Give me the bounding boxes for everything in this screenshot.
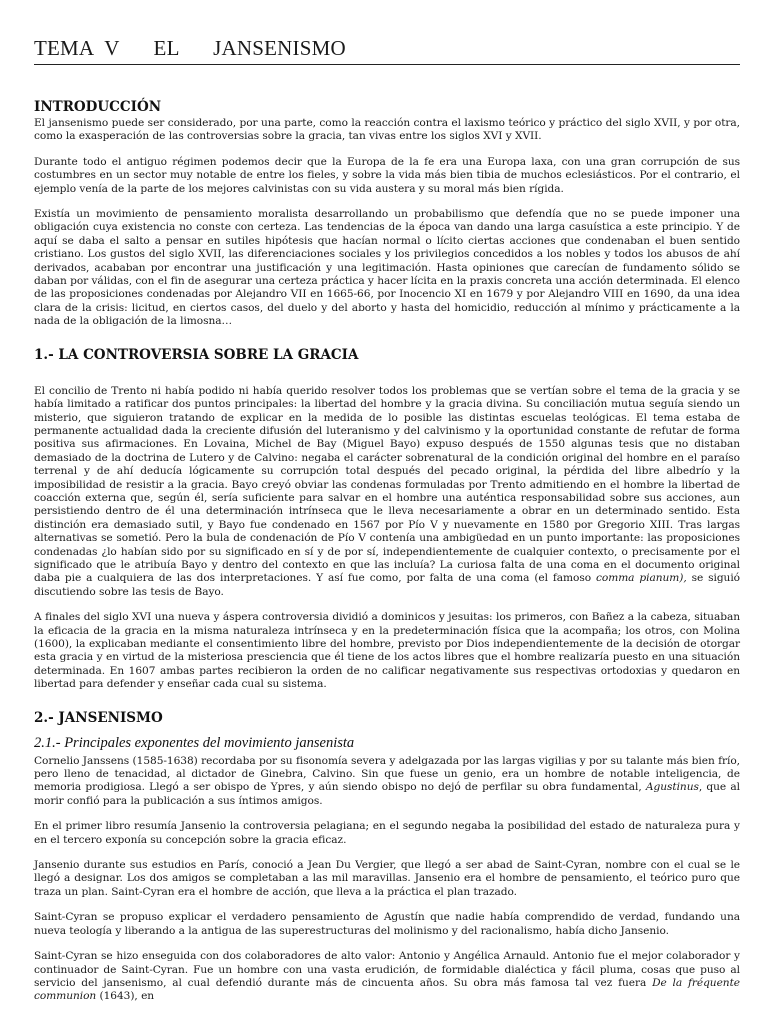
section-heading-introduccion: INTRODUCCIÓN [34,99,162,115]
frequente-communion-italic: De la fréquente communion [34,976,740,1003]
section-heading-jansenismo: 2.- JANSENISMO [34,709,163,726]
agustinus-italic: Agustinus [645,781,699,794]
jansenismo-paragraph-3: Jansenio durante sus estudios en París, conoció a Jean Du Vergier, que llegó a ser abad de Saint-Cyran, nombre con el cual se le llegó a designar. Los dos amigos se completaban a las mil maravillas. Jansenio era el hombre de pensamiento, el teórico puro que traza un plan. Saint-Cyran era el hombre de acción, que lleva a la práctica el plan trazado. [34,859,740,898]
jansenismo-p5-end: (1643), en [96,990,155,1003]
controversia-paragraph-1 [34,385,740,600]
subsection-heading-exponentes: 2.1.- Principales exponentes del movimiento jansenista [34,734,355,751]
controversia-p1-text: El concilio de Trento ni había podido ni había querido resolver todos los problemas que se vertían sobre el tema de la gracia y se había limitado a ratificar dos puntos principales: la libertad del hombre y la gracia divina. Su conciliación mutua seguía siendo un misterio, que siguieron tratando de explicar en la medida de lo posible las distintas escuelas teológicas. El tema estaba de permanente actualidad dada la creciente difusión del luteranismo y del calvinismo y la oportunidad constante de refutar de forma positiva sus afirmaciones. En Lovaina, Michel de Bay (Miguel Bayo) expuso después de 1550 algunas tesis que no distaban demasiado de la doctrina de Lutero y de Calvino: negaba el carácter sobrenatural de la condición original del hombre en el paraíso terrenal y de ahí deducía lógicamente su corrupción total después del pecado original, la pérdida del libre albedrío y la imposibilidad de resistir a la gracia. Bayo creyó obviar las condenas formuladas por Trento admitiendo en el hombre la libertad de coacción externa que, según él, sería suficiente para salvar en el hombre una auténtica responsabilidad sobre sus acciones, aun persistiendo dentro de él una determinación intrínseca que le lleva necesariamente a obrar en un determinado sentido. Esta distinción era demasiado sutil, y Bayo fue condenado en 1567 por Pío V y nuevamente en 1580 por Gregorio XIII. Tras largas alternativas se sometió. Pero la bula de condenación de Pío V contenía una ambigüedad en un punto importante: las proposiciones condenadas ¿lo habían sido por su significado en sí y de por sí, independientemente de cualquier contexto, o precisamente por el significado que le atribuía Bayo y dentro del contexto en que las incluía? La curiosa falta de una coma en el documento original daba pie a cualquiera de las dos interpretaciones. Y así fue como, por falta de una coma (el famoso [34,384,740,585]
jansenismo-paragraph-1 [34,755,740,809]
intro-paragraph-2: Durante todo el antiguo régimen podemos decir que la Europa de la fe era una Europa laxa, con una gran corrupción de sus costumbres en un sector muy notable de entre los fieles, y sobre la vida más bien tibia de muchos eclesiásticos. Por el contrario, el ejemplo venía de la parte de los mejores calvinistas con su vida austera y su moral más bien rígida. [34,155,740,195]
intro-paragraph-1: El jansenismo puede ser considerado, por una parte, como la reacción contra el laxismo teórico y práctico del siglo XVII, y por otra, como la exasperación de las controversias sobre la gracia, tan vivas entre los siglos XVI y XVII. [34,117,740,143]
comma-pianum-italic: comma pianum), [595,572,687,585]
section-heading-controversia: 1.- LA CONTROVERSIA SOBRE LA GRACIA [34,346,359,363]
jansenismo-p5-text: Saint-Cyran se hizo enseguida con dos colaboradores de alto valor: Antonio y Angélica Arnauld. Antonio fue el mejor colaborador y continuador de Saint-Cyran. Fue un hombre con una vasta erudición, de formidable dialéctica y fácil pluma, cosas que puso al servicio del jansenismo, al cual defendió durante más de cincuenta años. Su obra más famosa tal vez fuera [34,950,740,989]
controversia-paragraph-2: A finales del siglo XVI una nueva y áspera controversia dividió a dominicos y jesuitas: los primeros, con Bañez a la cabeza, situaban la eficacia de la gracia en la misma naturaleza intrínseca y en la predeterminación física que la acompaña; los otros, con Molina (1600), la explicaban mediante el consentimiento libre del hombre, previsto por Dios independientemente de la decisión de otorgar esta gracia y en virtud de la misteriosa presciencia que él tiene de los actos libres que el hombre realizaría puesto en una situación determinada. En 1607 ambas partes recibieron la orden de no calificar negativamente sus respectivas ortodoxias y quedaron en libertad para defender y enseñar cada cual su sistema. [34,611,740,691]
title-block [34,0,740,65]
document-title: TEMA V EL JANSENISMO [34,36,740,65]
jansenismo-paragraph-2: En el primer libro resumía Jansenio la controversia pelagiana; en el segundo negaba la posibilidad del estado de naturaleza pura y en el tercero exponía su concepción sobre la gracia eficaz. [34,820,740,846]
controversia-p1-end: se siguió discutiendo sobre las tesis de Bayo. [34,572,740,598]
jansenismo-paragraph-4: Saint-Cyran se propuso explicar el verdadero pensamiento de Agustín que nadie había comprendido de verdad, fundando una nueva teología y liberando a la antigua de las superestructuras del molinismo y del racionalismo, había dicho Jansenio. [34,911,740,937]
intro-paragraph-3: Existía un movimiento de pensamiento moralista desarrollando un probabilismo que defendía que no se puede imponer una obligación cuya existencia no conste con certeza. Las tendencias de la época van dando una larga casuística a este principio. Y de aquí se daba el salto a pensar en sutiles hipótesis que hacían normal o lícito ciertas acciones que condenaban el buen sentido cristiano. Los gustos del siglo XVII, las diferenciaciones sociales y los privilegios concedidos a los nobles y todos los abusos de ahí derivados, acababan por encontrar una justificación y una legitimación. Hasta opiniones que carecían de fundamento sólido se daban por válidas, con el fin de asegurar una certeza práctica y hacer lícita en la praxis concreta una acción determinada. El elenco de las proposiciones condenadas por Alejandro VII en 1665-66, por Inocencio XI en 1679 y por Alejandro VIII en 1690, da una idea clara de la crisis: licitud, en ciertos casos, del duelo y del aborto y hasta del homicidio, reducción al mínimo y prácticamente a la nada de la obligación de la limosna… [34,208,740,328]
jansenismo-paragraph-5 [34,950,740,1004]
jansenismo-p1-text: Cornelio Janssens (1585-1638) recordaba por su fisonomía severa y adelgazada por las largas vigilias y por su talante más bien frío, pero lleno de tenacidad, al dictador de Ginebra, Calvino. Sin que fuese un genio, era un hombre de notable inteligencia, de memoria prodigiosa. Llegó a ser obispo de Ypres, y aún siendo obispo no dejó de perfilar su obra fundamental, [34,754,740,794]
jansenismo-p1-end: , que al morir confió para la publicación a sus íntimos amigos. [34,781,741,807]
